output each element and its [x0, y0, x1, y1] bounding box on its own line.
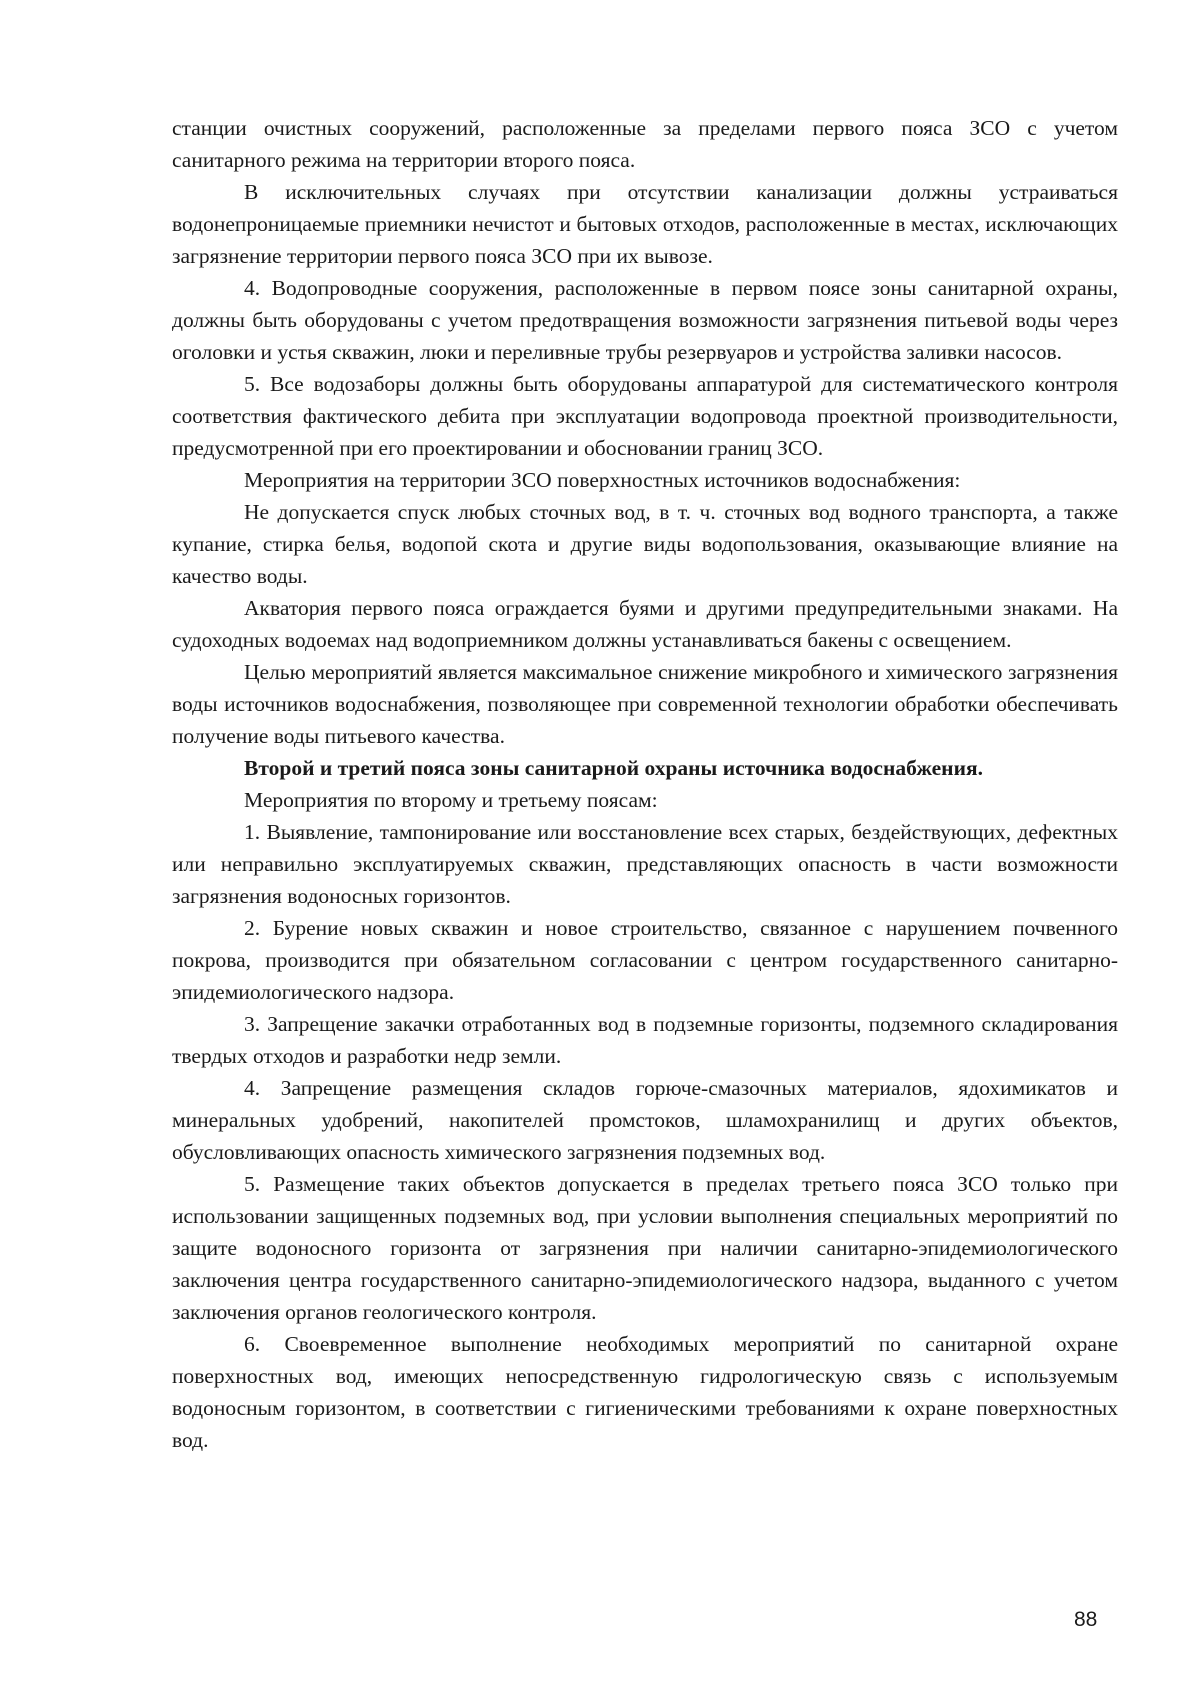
paragraph: 5. Все водозаборы должны быть оборудованы аппаратурой для систематического контроля соответствия фактического дебита при эксплуатации водопровода проектной производительности, предусмотренной при его проектировании и обосновании границ ЗСО.: [172, 372, 1118, 460]
paragraph: 5. Размещение таких объектов допускается в пределах третьего пояса ЗСО только при использовании защищенных подземных вод, при условии выполнения специальных мероприятий по защите водоносного горизонта от загрязнения при наличии санитарно-эпидемиологического заключения центра государственного санитарно-эпидемиологического надзора, выданного с учетом заключения органов геологического контроля.: [172, 1172, 1118, 1324]
paragraph: Целью мероприятий является максимальное снижение микробного и химического загрязнения воды источников водоснабжения, позволяющее при современной технологии обработки обеспечивать получение воды питьевого качества.: [172, 660, 1118, 748]
paragraph: 4. Запрещение размещения складов горюче-смазочных материалов, ядохимикатов и минеральных удобрений, накопителей промстоков, шламохранилищ и других объектов, обусловливающих опасность химического загрязнения подземных вод.: [172, 1076, 1118, 1164]
paragraph: Мероприятия на территории ЗСО поверхностных источников водоснабжения:: [244, 468, 961, 492]
paragraph: станции очистных сооружений, расположенные за пределами первого пояса ЗСО с учетом санитарного режима на территории второго пояса.: [172, 116, 1118, 172]
page-number: 88: [1074, 1608, 1098, 1631]
paragraph: Акватория первого пояса ограждается буями и другими предупредительными знаками. На судоходных водоемах над водоприемником должны устанавливаться бакены с освещением.: [172, 596, 1118, 652]
paragraph: 1. Выявление, тампонирование или восстановление всех старых, бездействующих, дефектных или неправильно эксплуатируемых скважин, представляющих опасность в части возможности загрязнения водоносных горизонтов.: [172, 820, 1118, 908]
paragraph: В исключительных случаях при отсутствии канализации должны устраиваться водонепроницаемые приемники нечистот и бытовых отходов, расположенные в местах, исключающих загрязнение территории первого пояса ЗСО при их вывозе.: [172, 180, 1118, 268]
body-text: [172, 112, 1118, 1456]
section-heading: Второй и третий пояса зоны санитарной охраны источника водоснабжения.: [244, 756, 983, 780]
paragraph: 6. Своевременное выполнение необходимых мероприятий по санитарной охране поверхностных вод, имеющих непосредственную гидрологическую связь с используемым водоносным горизонтом, в соответствии с гигиеническими требованиями к охране поверхностных вод.: [172, 1332, 1118, 1452]
paragraph: 2. Бурение новых скважин и новое строительство, связанное с нарушением почвенного покрова, производится при обязательном согласовании с центром государственного санитарно-эпидемиологического надзора.: [172, 916, 1118, 1004]
paragraph: 3. Запрещение закачки отработанных вод в подземные горизонты, подземного складирования твердых отходов и разработки недр земли.: [172, 1012, 1118, 1068]
paragraph: 4. Водопроводные сооружения, расположенные в первом поясе зоны санитарной охраны, должны быть оборудованы с учетом предотвращения возможности загрязнения питьевой воды через оголовки и устья скважин, люки и переливные трубы резервуаров и устройства заливки насосов.: [172, 276, 1118, 364]
paragraph: Мероприятия по второму и третьему поясам:: [244, 788, 658, 812]
paragraph: Не допускается спуск любых сточных вод, в т. ч. сточных вод водного транспорта, а также купание, стирка белья, водопой скота и другие виды водопользования, оказывающие влияние на качество воды.: [172, 500, 1118, 588]
